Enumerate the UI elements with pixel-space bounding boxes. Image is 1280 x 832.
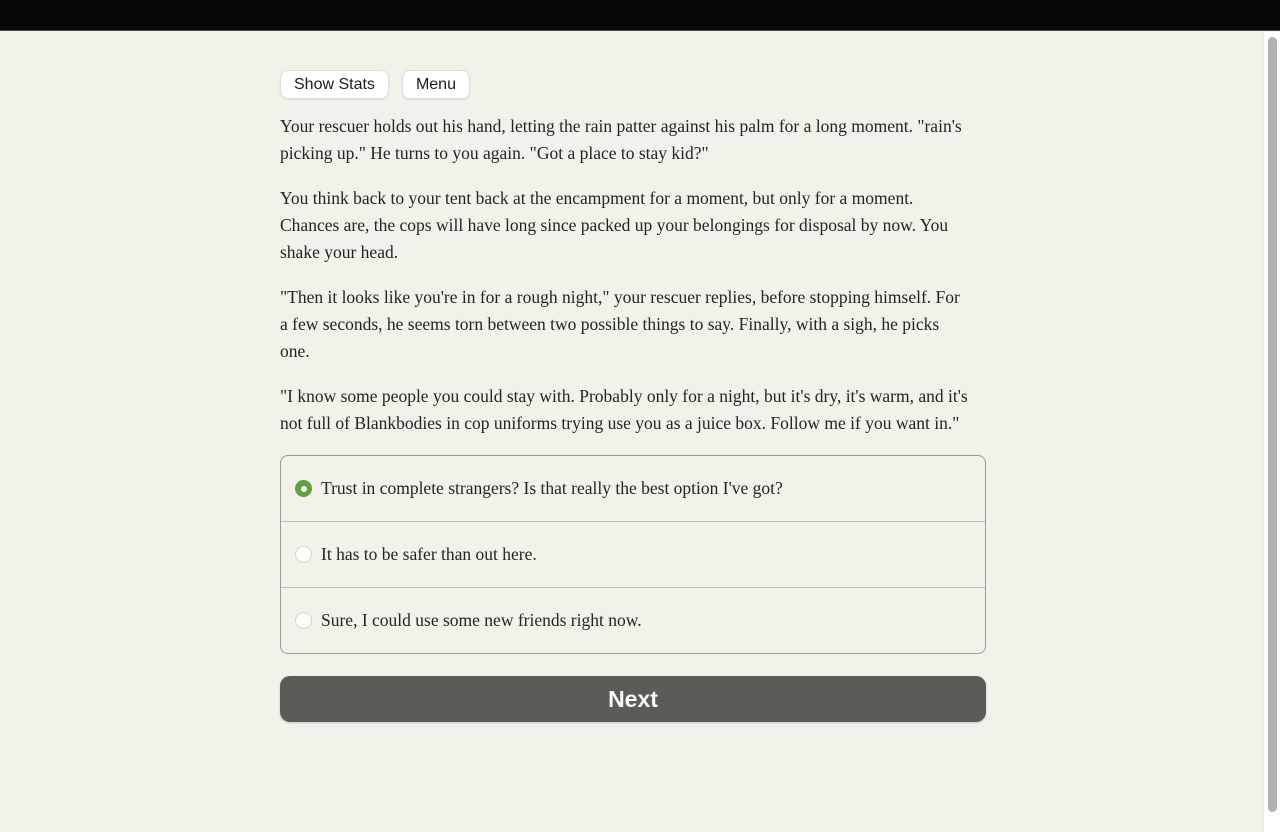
choice-option-label: Trust in complete strangers? Is that really the best option I've got? xyxy=(321,478,783,498)
choice-option-1[interactable] xyxy=(281,456,985,521)
story-text xyxy=(280,113,986,437)
story-paragraph-2: You think back to your tent back at the encampment for a moment, but only for a moment. Chances are, the cops will have long since packed up your belongings for disposal by now. You shake your head. xyxy=(280,188,949,262)
scrollbar[interactable] xyxy=(1263,32,1280,832)
top-bar xyxy=(0,0,1280,31)
choice-list xyxy=(280,455,986,654)
toolbar xyxy=(280,70,986,99)
story-paragraph-3: "Then it looks like you're in for a rough night," your rescuer replies, before stopping himself. For a few seconds, he seems torn between two possible things to say. Finally, with a sigh, he picks one. xyxy=(280,287,960,361)
choice-option-label: It has to be safer than out here. xyxy=(321,544,537,564)
radio-button-selected-icon[interactable] xyxy=(295,480,312,497)
next-button[interactable]: Next xyxy=(280,676,986,722)
choice-option-2[interactable] xyxy=(281,521,985,587)
radio-button-icon[interactable] xyxy=(295,612,312,629)
radio-button-icon[interactable] xyxy=(295,546,312,563)
game-content xyxy=(280,31,986,722)
scrollbar-thumb[interactable] xyxy=(1268,37,1277,812)
choice-option-label: Sure, I could use some new friends right now. xyxy=(321,610,642,630)
show-stats-button[interactable]: Show Stats xyxy=(280,70,389,99)
story-paragraph-4: "I know some people you could stay with. Probably only for a night, but it's dry, it's warm, and it's not full of Blankbodies in cop uniforms trying use you as a juice box. Follow me if you want in." xyxy=(280,386,968,433)
menu-button[interactable]: Menu xyxy=(402,70,470,99)
story-paragraph-1: Your rescuer holds out his hand, letting the rain patter against his palm for a long moment. "rain's picking up." He turns to you again. "Got a place to stay kid?" xyxy=(280,116,962,163)
choice-option-3[interactable] xyxy=(281,587,985,653)
